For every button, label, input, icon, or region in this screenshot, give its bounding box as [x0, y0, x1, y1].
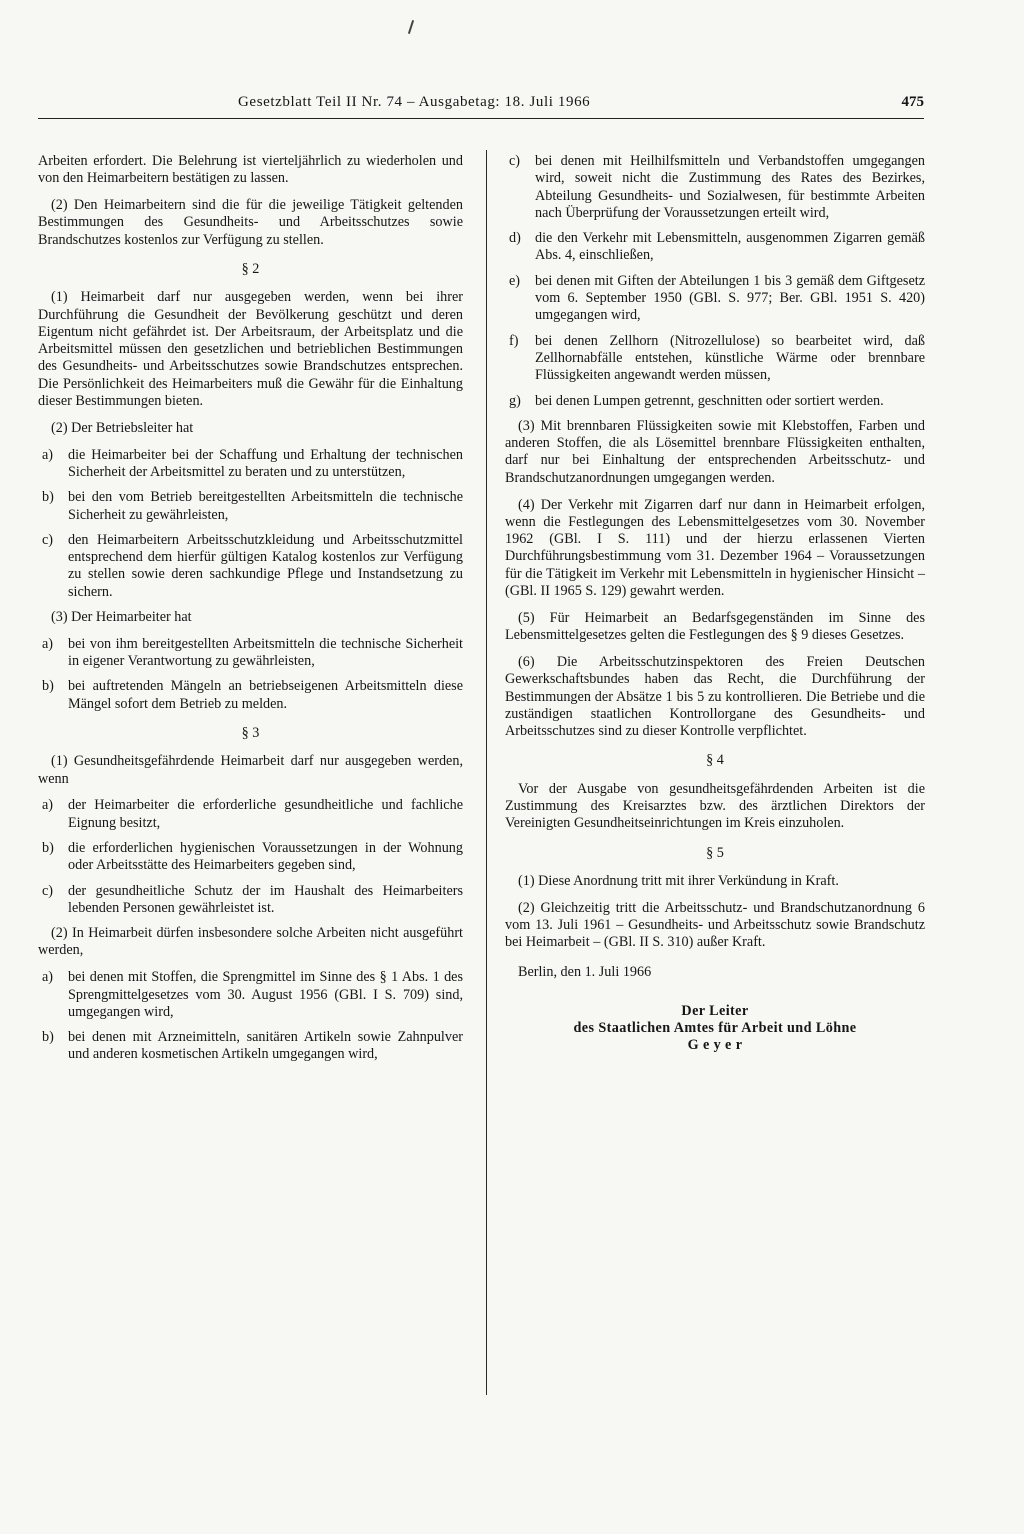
list-item	[38, 797, 463, 832]
item-label: a)	[42, 446, 54, 463]
item-text: bei denen Lumpen getrennt, geschnitten oder sortiert werden.	[535, 392, 884, 409]
paragraph: (5) Für Heimarbeit an Bedarfsgegenständen im Sinne des Lebensmittelgesetzes gelten die Festlegungen des § 9 dieses Gesetzes.	[505, 609, 925, 644]
item-label: g)	[509, 392, 521, 409]
item-text: den Heimarbeitern Arbeitsschutzkleidung und Arbeitsschutzmittel entsprechend dem hierfür gültigen Katalog kostenlos zur Verfügung zu stellen sowie deren sachkundige Pflege und Instandsetzung zu sichern.	[68, 531, 463, 600]
list-item	[505, 153, 925, 222]
paragraph: (1) Heimarbeit darf nur ausgegeben werden, wenn bei ihrer Durchführung die Gesundheit der Bevölkerung geschützt und deren Eigentum nicht gefährdet ist. Der Arbeitsraum, der Arbeitsplatz und die Arbeitsmittel müssen den gesetzlichen und betrieblichen Bestimmungen des Gesundheits- und Arbeitsschutzes sowie Brandschutzes entsprechen. Die Persönlichkeit des Heimarbeiters muß die Gewähr für die Einhaltung dieser Bestimmungen bieten.	[38, 289, 463, 410]
list-item	[505, 333, 925, 385]
date-line: Berlin, den 1. Juli 1966	[518, 963, 652, 980]
page-header	[38, 90, 924, 119]
item-label: e)	[509, 272, 521, 289]
header-title: Gesetzblatt Teil II Nr. 74 – Ausgabetag: 18. Juli 1966	[238, 94, 591, 110]
paragraph: Arbeiten erfordert. Die Belehrung ist vierteljährlich zu wiederholen und von den Heimarbeitern bestätigen zu lassen.	[38, 153, 463, 187]
signature-office: des Staatlichen Amtes für Arbeit und Löhne	[573, 1020, 857, 1037]
paragraph: (2) In Heimarbeit dürfen insbesondere solche Arbeiten nicht ausgeführt werden,	[38, 925, 463, 959]
signature-title: Der Leiter	[681, 1002, 749, 1019]
list-item	[505, 230, 925, 265]
item-text: bei denen mit Arzneimitteln, sanitären Artikeln sowie Zahnpulver und anderen kosmetischen Artikeln umgegangen wird,	[68, 1029, 463, 1063]
list-item	[505, 393, 925, 410]
item-text: der Heimarbeiter die erforderliche gesundheitliche und fachliche Eignung besitzt,	[68, 797, 463, 831]
list-item	[38, 489, 463, 524]
stray-mark	[408, 20, 414, 34]
list-item	[505, 273, 925, 325]
list-item	[38, 969, 463, 1021]
item-text: die Heimarbeiter bei der Schaffung und Erhaltung der technischen Sicherheit der Arbeitsmittel zu beraten und zu unterstützen,	[68, 446, 463, 480]
item-label: b)	[42, 1029, 54, 1046]
paragraph: (6) Die Arbeitsschutzinspektoren des Freien Deutschen Gewerkschaftsbundes haben das Recht, die Durchführung der Bestimmungen der Absätze 1 bis 5 zu kontrollieren. Die Betriebe und die zuständigen staatlichen Kontrollorgane des Gesundheits- und Arbeitsschutzes sind zu dieser Kontrolle verpflichtet.	[505, 653, 925, 740]
paragraph: (2) Der Betriebsleiter hat	[51, 419, 194, 436]
section-heading: § 4	[706, 752, 724, 769]
paragraph: (3) Der Heimarbeiter hat	[51, 609, 192, 626]
list-item	[38, 1029, 463, 1064]
list-item	[38, 532, 463, 601]
list-item	[38, 840, 463, 875]
item-text: bei denen mit Heilhilfsmitteln und Verbandstoffen umgegangen wird, soweit nicht die Zustimmung des Rates des Bezirkes, Abteilung Gesundheits- und Sozialwesen, für bestimmte Arbeiten nach Überprüfung der Voraussetzungen erteilt wird,	[535, 153, 925, 221]
section-heading: § 5	[706, 844, 724, 861]
item-text: bei denen mit Stoffen, die Sprengmittel im Sinne des § 1 Abs. 1 des Sprengmittelgesetzes vom 30. August 1956 (GBl. I S. 709) sind, umgegangen wird,	[68, 969, 463, 1020]
list-item	[38, 447, 463, 482]
list-item	[38, 883, 463, 918]
item-label: c)	[509, 153, 521, 169]
paragraph: (1) Diese Anordnung tritt mit ihrer Verkündung in Kraft.	[518, 872, 839, 889]
paragraph: Vor der Ausgabe von gesundheitsgefährdenden Arbeiten ist die Zustimmung des Kreisarztes bzw. des ärztlichen Direktors der Vereinigten Gesundheitseinrichtungen im Kreis einzuholen.	[505, 780, 925, 832]
item-label: d)	[509, 230, 521, 247]
list-item	[38, 636, 463, 671]
item-text: bei auftretenden Mängeln an betriebseigenen Arbeitsmitteln diese Mängel sofort dem Betrieb zu melden.	[68, 678, 463, 712]
paragraph: (4) Der Verkehr mit Zigarren darf nur dann in Heimarbeit erfolgen, wenn die Festlegungen des Lebensmittelgesetzes vom 30. November 1962 (GBl. I S. 111) und der hierzu erlassenen Vierten Durchführungsbestimmung vom 31. Dezember 1964 – Voraussetzungen für die Tätigkeit im Verkehr mit Lebensmitteln in hygienischer Hinsicht – (GBl. II 1965 S. 129) gewahrt werden.	[505, 496, 925, 600]
signature-name: G e y e r	[687, 1037, 743, 1054]
item-text: bei denen Zellhorn (Nitrozellulose) so bearbeitet wird, daß Zellhornabfälle entstehen, künstliche Wärme oder brennbare Flüssigkeiten angewandt werden müssen,	[535, 332, 925, 384]
section-heading: § 3	[241, 725, 260, 742]
paragraph: (3) Mit brennbaren Flüssigkeiten sowie mit Klebstoffen, Farben und anderen Stoffen, die als Lösemittel brennbare Flüssigkeiten enthalten, darf nur bei Einhaltung der entsprechenden Arbeitsschutz- und Brandschutzanordnungen umgegangen werden.	[505, 417, 925, 486]
item-label: a)	[42, 797, 54, 814]
item-text: bei den vom Betrieb bereitgestellten Arbeitsmitteln die technische Sicherheit zu gewährleisten,	[68, 489, 463, 523]
paragraph: (1) Gesundheitsgefährdende Heimarbeit darf nur ausgegeben werden, wenn	[38, 753, 463, 787]
left-column	[38, 153, 463, 1072]
item-label: b)	[42, 489, 54, 506]
item-label: a)	[42, 635, 54, 652]
list-item	[38, 678, 463, 713]
item-label: b)	[42, 840, 54, 856]
item-text: bei denen mit Giften der Abteilungen 1 bis 3 gemäß dem Giftgesetz vom 6. September 1950 (GBl. S. 977; Ber. GBl. 1951 S. 420) umgegangen wird,	[535, 272, 925, 324]
column-divider	[486, 150, 487, 1395]
right-column	[505, 153, 925, 1055]
item-label: c)	[42, 882, 54, 899]
item-text: die den Verkehr mit Lebensmitteln, ausgenommen Zigarren gemäß Abs. 4, einschließen,	[535, 230, 925, 264]
item-label: b)	[42, 678, 54, 695]
item-text: die erforderlichen hygienischen Voraussetzungen in der Wohnung oder Arbeitsstätte des Heimarbeiters gegeben sind,	[68, 840, 463, 874]
page-number: 475	[901, 94, 924, 110]
item-text: der gesundheitliche Schutz der im Haushalt des Heimarbeiters lebenden Personen gewährleistet ist.	[68, 882, 463, 916]
item-text: bei von ihm bereitgestellten Arbeitsmitteln die technische Sicherheit in eigener Verantwortung zu gewährleisten,	[68, 635, 463, 670]
section-heading: § 2	[241, 260, 260, 277]
paragraph: (2) Den Heimarbeitern sind die für die jeweilige Tätigkeit geltenden Bestimmungen des Gesundheits- und Arbeitsschutzes sowie Brandschutzes kostenlos zur Verfügung zu stellen.	[38, 197, 463, 248]
item-label: a)	[42, 969, 54, 986]
item-label: c)	[42, 531, 54, 548]
paragraph: (2) Gleichzeitig tritt die Arbeitsschutz- und Brandschutzanordnung 6 vom 13. Juli 1961 – Gesundheits- und Arbeitsschutz sowie Brandschutz bei Heimarbeit – (GBl. II S. 310) außer Kraft.	[505, 899, 925, 951]
item-label: f)	[509, 332, 519, 349]
